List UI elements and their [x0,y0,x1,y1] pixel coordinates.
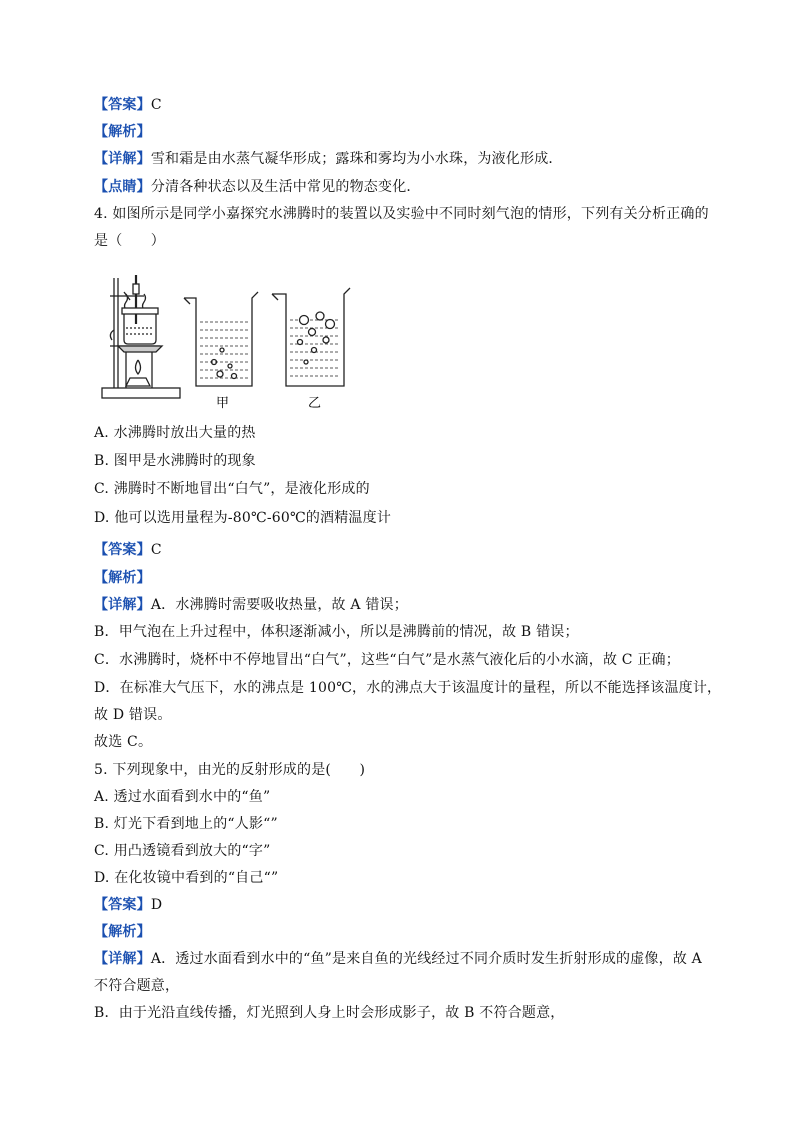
q4-stem-line-1: 4. 如图所示是同学小嘉探究水沸腾时的装置以及实验中不同时刻气泡的情形，下列有关分析正确的 [94,206,709,222]
beaker-yi [272,288,350,386]
detail-text: 雪和霜是由水蒸气凝华形成；露珠和雾均为小水珠，为液化形成． [150,151,563,167]
q4-detail-line-1 [94,596,408,614]
q4-detail-line-3: C．水沸腾时，烧杯中不停地冒出“白气”，这些“白气”是水蒸气液化后的小水滴，故 C 正确； [94,652,680,668]
q5-option-d: D. 在化妆镜中看到的“自己“” [94,870,279,886]
q3-comment-line [94,178,421,196]
answer-value: C [150,542,162,558]
figure-label-jia: 甲 [216,396,230,411]
detail-text: A．透过水面看到水中的“鱼”是来自鱼的光线经过不同介质时发生折射形成的虚像，故 A [150,951,702,967]
detail-tag: 【详解】 [94,151,151,167]
comment-text: 分清各种状态以及生活中常见的物态变化． [150,179,421,195]
analysis-tag: 【解析】 [94,570,151,586]
q4-detail-line-4: D．在标准大气压下，水的沸点是 100℃，水的沸点大于该温度计的量程，所以不能选择该温度计， [94,680,722,696]
answer-value: C [150,97,162,113]
detail-tag: 【详解】 [94,951,151,967]
answer-tag: 【答案】 [94,542,151,558]
q5-stem: 5. 下列现象中，由光的反射形成的是( ) [94,762,366,778]
analysis-tag: 【解析】 [94,924,151,940]
figure-label-yi: 乙 [308,396,322,411]
answer-tag: 【答案】 [94,97,151,113]
analysis-tag: 【解析】 [94,124,151,140]
beaker-jia [184,292,258,386]
comment-tag: 【点睛】 [94,179,151,195]
q4-analysis-line [94,569,151,587]
q5-option-c: C. 用凸透镜看到放大的“字” [94,843,271,859]
detail-text: A．水沸腾时需要吸收热量，故 A 错误； [150,597,408,613]
q5-answer-line [94,896,162,914]
q4-answer-line [94,541,162,559]
q4-option-a: A. 水沸腾时放出大量的热 [94,425,256,441]
q4-conclusion: 故选 C。 [94,734,153,750]
q4-option-b: B. 图甲是水沸腾时的现象 [94,453,256,469]
q5-detail-line-2: 不符合题意， [94,978,180,994]
q4-option-c: C. 沸腾时不断地冒出“白气”，是液化形成的 [94,481,370,497]
q3-answer-line [94,96,162,114]
answer-value: D [150,897,163,913]
q3-detail-line [94,150,563,168]
q5-analysis-line [94,923,151,941]
boiling-experiment-figure [100,270,360,415]
q3-analysis-line [94,123,151,141]
q4-detail-line-2: B．甲气泡在上升过程中，体积逐渐减小，所以是沸腾前的情况，故 B 错误； [94,624,579,640]
q5-detail-line-1 [94,950,702,968]
answer-tag: 【答案】 [94,897,151,913]
q4-stem-line-2: 是（ ） [94,233,165,249]
q4-detail-line-5: 故 D 错误。 [94,707,172,723]
q5-option-b: B. 灯光下看到地上的“人影“” [94,816,278,832]
q5-option-a: A. 透过水面看到水中的“鱼” [94,789,271,805]
apparatus-illustration [102,275,180,398]
q4-option-d: D. 他可以选用量程为-80℃-60℃的酒精温度计 [94,510,392,526]
q5-detail-line-3: B．由于光沿直线传播，灯光照到人身上时会形成影子，故 B 不符合题意， [94,1005,565,1021]
detail-tag: 【详解】 [94,597,151,613]
